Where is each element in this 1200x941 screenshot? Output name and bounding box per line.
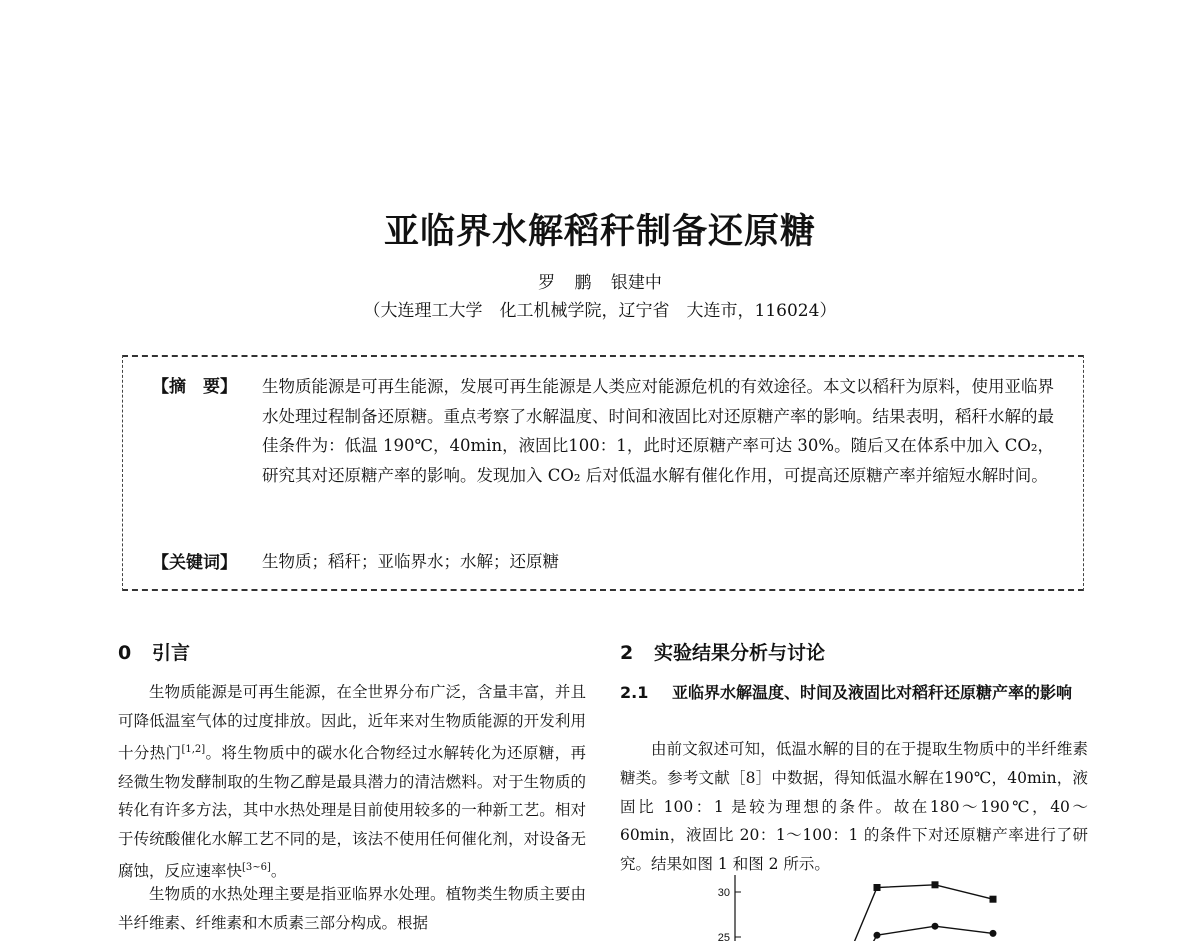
series-lower-point-1 <box>874 932 881 939</box>
intro-text-a: 生物质能源是可再生能源，在全世界分布广泛，含量丰富，并且可降低温室气体的过度排放。因此，近年来对生物质能源的开发利用十分热门 <box>118 683 586 762</box>
subsection-2-1-number: 2.1 <box>620 683 649 702</box>
chart-series <box>830 881 997 941</box>
series-lower-point-3 <box>990 930 997 937</box>
intro-text-b: 。将生物质中的碳水化合物经过水解转化为还原糖，再经微生物发酵制取的生物乙醇是最具潜力的清洁燃料。对于生物质的转化有许多方法，其中水热处理是目前使用较多的一种新工艺。相对于传统酸催化水解工艺不同的是，该法不使用任何催化剂，对设备无腐蚀，反应速率快 <box>118 743 586 881</box>
intro-text-c: 。 <box>270 862 287 881</box>
section-0-number: 0 <box>118 642 132 664</box>
figure-1-chart <box>640 870 1060 941</box>
results-paragraph-1: 由前文叙述可知，低温水解的目的在于提取生物质中的半纤维素糖类。参考文献［8］中数据，得知低温水解在190℃，40min，液固比 100：1 是较为理想的条件。故在180～190℃，40～60min，液固比 20：1～100：1 的条件下对还原糖产率进行了研究。结果如图 1 和图 2 所示。 <box>620 740 1088 874</box>
series-upper-line <box>830 885 993 941</box>
affiliation: （大连理工大学 化工机械学院，辽宁省 大连市，116024） <box>363 301 837 321</box>
series-lower-point-2 <box>932 923 939 930</box>
paper-title: 亚临界水解稻秆制备还原糖 <box>383 212 816 252</box>
series-upper-point-2 <box>932 881 939 888</box>
authors: 罗 鹏 银建中 <box>538 273 662 293</box>
section-2-heading <box>620 638 825 665</box>
citation-1-2[interactable]: [1,2] <box>181 743 206 755</box>
section-0-heading <box>118 638 190 665</box>
intro-paragraph-1 <box>118 678 586 886</box>
subsection-2-1-title: 亚临界水解温度、时间及液固比对稻秆还原糖产率的影响 <box>672 683 1073 702</box>
subsection-2-1-heading <box>620 680 1090 706</box>
keywords-label: 【关键词】 <box>152 553 237 573</box>
y-tick-label-30: 30 <box>717 887 730 899</box>
series-upper-point-1 <box>874 884 881 891</box>
y-tick-label-25: 25 <box>717 932 730 941</box>
citation-3-6[interactable]: [3~6] <box>242 861 271 873</box>
series-upper-point-3 <box>990 896 997 903</box>
section-2-number: 2 <box>620 642 634 664</box>
intro-paragraph-2: 生物质的水热处理主要是指亚临界水处理。植物类生物质主要由半纤维素、纤维素和木质素三部分构成。根据 <box>118 885 586 932</box>
section-0-title: 引言 <box>152 642 191 664</box>
keywords-text: 生物质；稻秆；亚临界水；水解；还原糖 <box>262 552 559 571</box>
series-lower-line <box>830 926 993 941</box>
abstract-label: 【摘 要】 <box>152 377 237 397</box>
abstract-text: 生物质能源是可再生能源，发展可再生能源是人类应对能源危机的有效途径。本文以稻秆为原料，使用亚临界水处理过程制备还原糖。重点考察了水解温度、时间和液固比对还原糖产率的影响。结果表明，稻秆水解的最佳条件为：低温 190℃，40min，液固比100：1，此时还原糖产率可达 30%。随后又在体系中加入 CO₂，研究其对还原糖产率的影响。发现加入 CO₂ 后对低温水解有催化作用，可提高还原糖产率并缩短水解时间。 <box>262 377 1054 485</box>
section-2-title: 实验结果分析与讨论 <box>654 642 826 664</box>
